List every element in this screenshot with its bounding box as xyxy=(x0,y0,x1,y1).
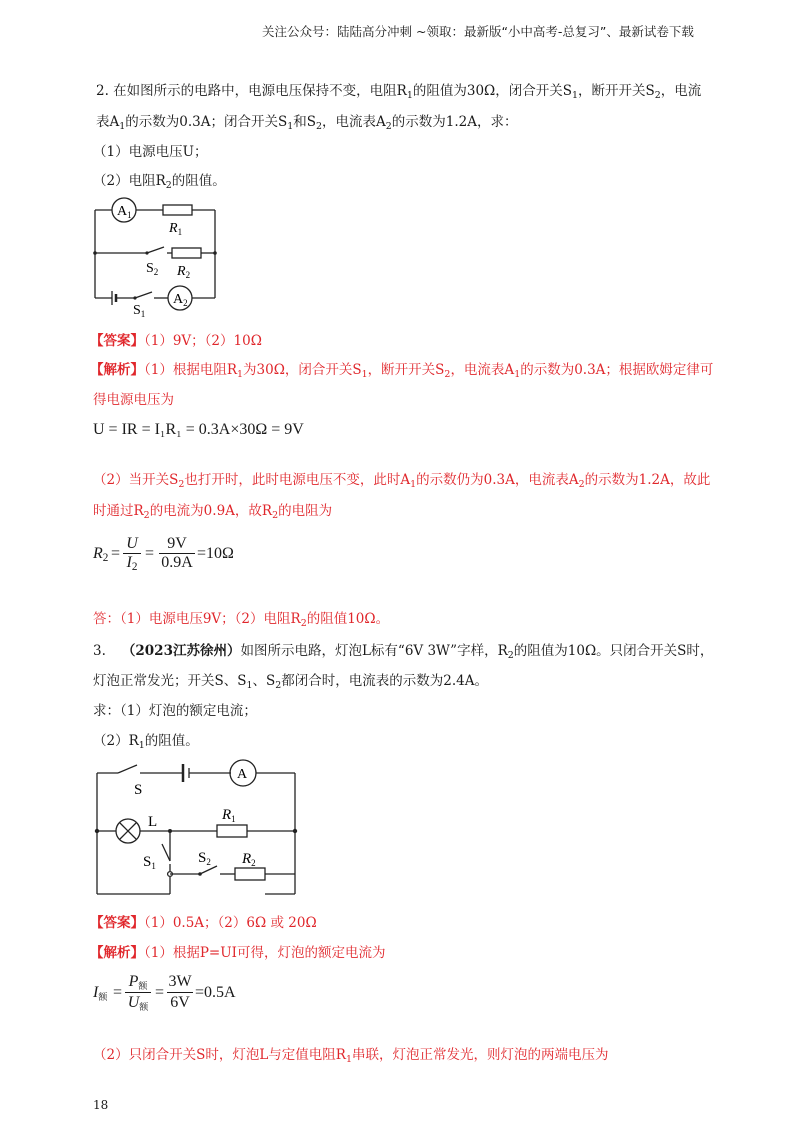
q2-final-answer: 答：（1）电源电压9V；（2）电阻$R_2$的阻值10Ω。 xyxy=(93,611,390,629)
switch-s1-label: $S_1$ xyxy=(143,854,156,871)
q3-line2: 灯泡正常发光；开关S、$S_1$、$S_2$都闭合时，电流表的示数为2.4A。 xyxy=(93,673,488,691)
q3-line3: 求：（1）灯泡的额定电流； xyxy=(93,703,257,719)
q2-equation-2: $R_2$ = U $I_2$ = 9V 0.9A =10Ω xyxy=(93,535,234,573)
q3-analysis-line2: （2）只闭合开关S时，灯泡L与定值电阻$R_1$串联，灯泡正常发光，则灯泡的两端电压为 xyxy=(93,1047,609,1065)
switch-s2-label: $S_2$ xyxy=(198,850,211,867)
q3-answer: 【答案】（1）0.5A；（2）6Ω 或 20Ω xyxy=(90,915,317,931)
resistor-r1-label: $R_1$ xyxy=(222,807,236,824)
page-number: 18 xyxy=(93,1098,109,1112)
q2-answer: 【答案】（1）9V；（2）10Ω xyxy=(90,333,262,349)
ammeter-a-label: A xyxy=(237,767,248,782)
q2-analysis-line1: 【解析】（1）根据电阻$R_1$为30Ω，闭合开关$S_1$，断开开关$S_2$，电流表$A_1$的示数为0.3A；根据欧姆定律可 xyxy=(90,362,714,380)
page-header: 关注公众号：陆陆高分冲刺 ~领取：最新版“小中高考-总复习”、最新试卷下载 xyxy=(262,24,694,39)
switch-s1-label: $S_1$ xyxy=(133,303,146,319)
q2-item2: （2）电阻$R_2$的阻值。 xyxy=(93,173,226,191)
resistor-r2-label: $R_2$ xyxy=(242,851,256,868)
q2-equation-1: U = IR = I₁R₁ = 0.3A×30Ω = 9V xyxy=(93,421,304,438)
q3-equation-1: $I_额$ = $P_额$ $U_额$ = 3W 6V =0.5A xyxy=(93,973,236,1012)
resistor-r2-label: $R_2$ xyxy=(177,264,191,280)
q2-line2: 表$A_1$的示数为0.3A；闭合开关$S_1$和$S_2$，电流表$A_2$的示数为1.2A，求： xyxy=(96,114,518,132)
ammeter-a2-label: $A_2$ xyxy=(173,292,188,308)
ammeter-a1-label: $A_1$ xyxy=(117,204,132,220)
switch-s-label: S xyxy=(134,782,143,798)
q3-circuit-diagram xyxy=(90,756,305,901)
q2-line1: 2. 在如图所示的电路中，电源电压保持不变，电阻$R_1$的阻值为30Ω，闭合开关$S_1$，断开开关$S_2$，电流 xyxy=(96,83,702,101)
q3-line1: 3. （2023江苏徐州）如图所示电路，灯泡L标有“6V 3W”字样，$R_2$的阻值为10Ω。只闭合开关S时， xyxy=(93,643,714,661)
resistor-r1-label: $R_1$ xyxy=(169,221,183,237)
q2-circuit-diagram xyxy=(90,196,220,320)
q2-analysis-line4: 时通过$R_2$的电流为0.9A，故$R_2$的电阻为 xyxy=(93,503,333,521)
switch-s2-label: $S_2$ xyxy=(146,261,159,277)
q2-analysis-line3: （2）当开关$S_2$也打开时，此时电源电压不变，此时$A_1$的示数仍为0.3A，电流表$A_2$的示数为1.2A，故此 xyxy=(93,472,711,490)
q3-line4: $(2)R_1$的阻值。 xyxy=(93,733,199,751)
lamp-l-label: L xyxy=(148,814,158,830)
q3-analysis-line1: 【解析】（1）根据P=UI可得，灯泡的额定电流为 xyxy=(90,945,386,961)
q2-analysis-line2: 得电源电压为 xyxy=(93,392,174,408)
q2-item1: （1）电源电压U； xyxy=(93,144,208,160)
